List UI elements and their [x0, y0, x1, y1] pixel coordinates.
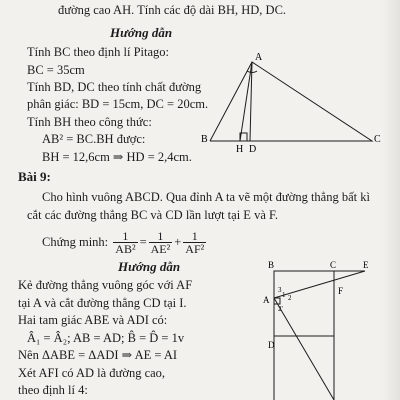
guide-heading-2: Hướng dẫn	[118, 259, 181, 274]
prove-equation	[42, 228, 208, 256]
fig2-label-a: A	[263, 295, 270, 305]
solution-line-4: Â₁ = Â₂; AB = AD; B̂ = D̂ = 1v	[27, 331, 185, 345]
fig2-label-d: D	[268, 340, 275, 350]
fig1-label-c: C	[374, 134, 381, 145]
line-ai	[274, 298, 334, 400]
frac-1-ab2: $\frac{1}{\text{AB²}}$	[115, 228, 136, 256]
triangle-abc	[210, 62, 372, 141]
square-abcd	[274, 271, 334, 336]
solution-line-5: Nên ΔABE = ΔADI ⇒ AE = AI	[18, 348, 178, 362]
guide-line-7: BH = 12,6cm ⇒ HD = 2,4cm.	[42, 150, 192, 164]
guide-line-5: Tính BH theo công thức:	[27, 115, 152, 129]
plus-sign: +	[174, 234, 182, 249]
problem-tail-line: đường cao AH. Tính các độ dài BH, HD, DC.	[58, 3, 287, 17]
frac-1-ae2: $\frac{1}{\text{AE²}}$	[150, 228, 171, 256]
guide-line-6: AB² = BC.BH được:	[42, 132, 146, 146]
solution-line-1: Kẻ đường thẳng vuông góc với AF	[18, 278, 193, 292]
fig2-angle-3: 3	[278, 286, 282, 294]
fig2-label-e: E	[363, 260, 369, 270]
exercise-title: Bài 9:	[18, 169, 51, 184]
guide-line-4: phân giác: BD = 15cm, DC = 20cm.	[27, 97, 209, 111]
exercise-line-2: cắt các đường thẳng BC và CD lần lượt tại E và F.	[27, 208, 279, 222]
fig2-label-f: F	[338, 286, 344, 296]
fig1-label-h: H	[236, 144, 244, 155]
exercise-line-1: Cho hình vuông ABCD. Qua đỉnh A ta vẽ một đường thẳng bất kì	[42, 190, 370, 204]
solution-line-7: theo định lí 4:	[18, 383, 88, 397]
page-edge-shadow	[382, 0, 400, 400]
frac-1-af2: $\frac{1}{\text{AF²}}$	[185, 228, 205, 256]
guide-line-3: Tính BD, DC theo tính chất đường	[27, 80, 202, 94]
fig2-angle-2p: 2'	[278, 305, 283, 313]
guide-heading-1: Hướng dẫn	[110, 25, 173, 40]
fig1-label-a: A	[255, 52, 263, 63]
fig2-label-b: B	[268, 260, 275, 270]
fig2-angle-1: 1	[282, 291, 286, 299]
fig2-label-c: C	[330, 260, 337, 270]
fig2-angle-2: 2	[288, 294, 292, 302]
solution-line-3: Hai tam giác ABE và ADI có:	[18, 313, 168, 327]
guide-line-1: Tính BC theo định lí Pitago:	[27, 45, 170, 59]
prove-label: Chứng minh:	[42, 234, 109, 249]
fig1-label-d: D	[249, 144, 257, 155]
fig1-label-b: B	[201, 134, 208, 145]
equals-sign: =	[139, 234, 147, 249]
guide-line-2: BC = 35cm	[27, 63, 85, 77]
solution-line-6: Xét AFI có AD là đường cao,	[18, 366, 166, 380]
solution-line-2: tại A và cắt đường thẳng CD tại I.	[18, 296, 187, 310]
